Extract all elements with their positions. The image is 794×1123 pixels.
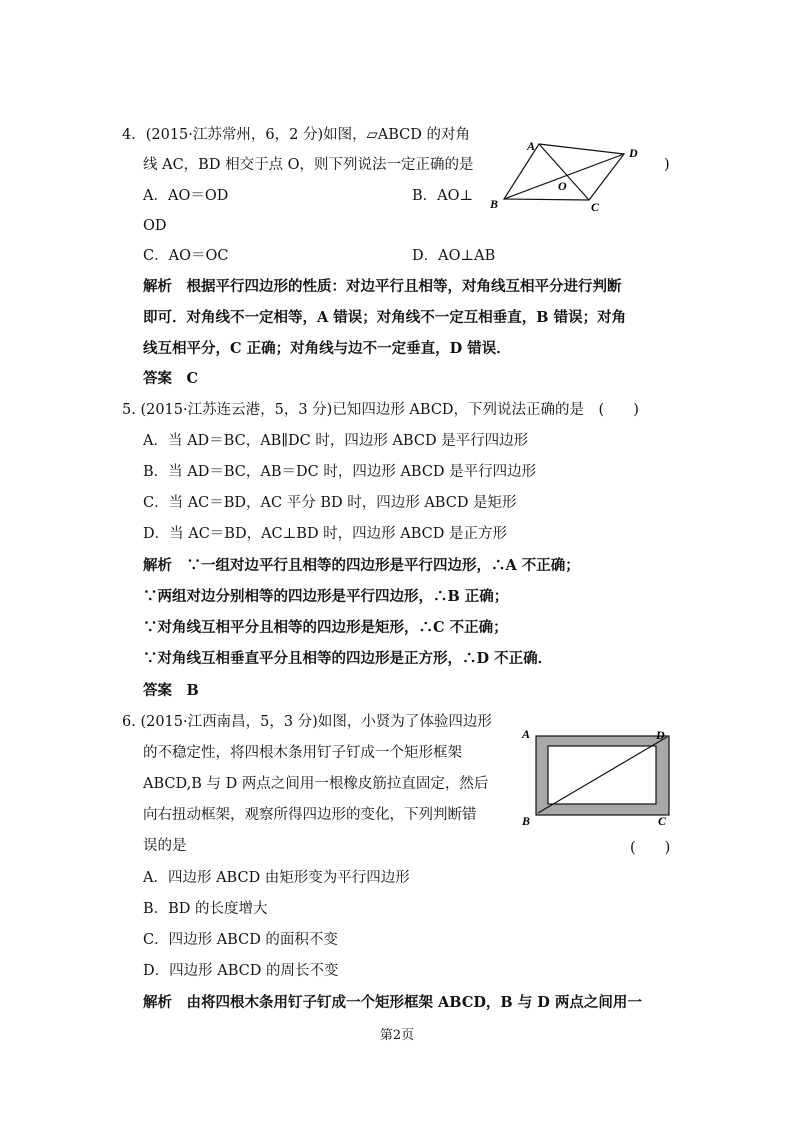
page-number: 第2页 [379, 1028, 415, 1043]
rectangle-frame-figure [518, 724, 670, 832]
q4-option-a: A．AO＝OD [143, 188, 229, 204]
q4-answer: 答案 C [143, 370, 199, 387]
q5-option-d: D．当 AC＝BD，AC⊥BD 时，四边形 ABCD 是正方形 [143, 526, 508, 542]
q6-option-d: D．四边形 ABCD 的周长不变 [143, 963, 339, 979]
q5-analysis-4: ∵对角线互相垂直平分且相等的四边形是正方形，∴D 不正确． [143, 650, 553, 667]
q4-line-2: 线 AC，BD 相交于点 O，则下列说法一定正确的是 [143, 157, 474, 173]
q5-analysis-1: 解析 ∵一组对边平行且相等的四边形是平行四边形，∴A 不正确； [143, 557, 580, 574]
label-o: O [558, 179, 567, 193]
q6-analysis-1: 解析 由将四根木条用钉子钉成一个矩形框架 ABCD，B 与 D 两点之间用一 [143, 994, 642, 1011]
q6-option-a: A．四边形 ABCD 由矩形变为平行四边形 [143, 870, 410, 886]
q5-answer: 答案 B [143, 682, 199, 699]
q4-analysis-1: 解析 根据平行四边形的性质：对边平行且相等，对角线互相平分进行判断 [143, 278, 622, 295]
q6-option-b: B．BD 的长度增大 [143, 901, 268, 917]
q5-option-a: A．当 AD＝BC，AB∥DC 时，四边形 ABCD 是平行四边形 [143, 433, 529, 449]
label-d: D [656, 728, 665, 742]
q6-blank: ( ) [630, 840, 671, 856]
label-d: D [629, 146, 638, 160]
q4-analysis-3: 线互相平分，C 正确；对角线与边不一定垂直，D 错误． [143, 340, 511, 357]
q6-line-4: 向右扭动框架，观察所得四边形的变化，下列判断错 [143, 807, 477, 823]
q6-option-c: C．四边形 ABCD 的面积不变 [143, 932, 338, 948]
q5-line-1: 5. (2015·江苏连云港，5，3 分)已知四边形 ABCD，下列说法正确的是 ( ) [122, 402, 639, 418]
label-b: B [522, 814, 531, 828]
q4-option-b-cont: OD [143, 218, 167, 234]
label-c: C [591, 200, 600, 212]
q5-analysis-2: ∵两组对边分别相等的四边形是平行四边形，∴B 正确； [143, 588, 509, 605]
q5-analysis-3: ∵对角线互相平分且相等的四边形是矩形，∴C 不正确； [143, 619, 508, 636]
label-c: C [658, 814, 667, 828]
q4-blank: ) [664, 157, 670, 173]
q4-option-c: C．AO＝OC [143, 248, 229, 264]
q6-line-5: 误的是 [143, 838, 187, 854]
q5-option-c: C．当 AC＝BD，AC 平分 BD 时，四边形 ABCD 是矩形 [143, 495, 517, 511]
label-b: B [490, 197, 499, 211]
parallelogram-figure [484, 132, 650, 212]
q4-analysis-2: 即可．对角线不一定相等，A 错误；对角线不一定互相垂直，B 错误；对角 [143, 309, 627, 326]
q4-line-1: 4．(2015·江苏常州，6，2 分)如图，▱ABCD 的对角 [122, 127, 470, 143]
q6-line-3: ABCD,B 与 D 两点之间用一根橡皮筋拉直固定，然后 [143, 776, 489, 792]
q5-option-b: B．当 AD＝BC，AB＝DC 时，四边形 ABCD 是平行四边形 [143, 464, 537, 480]
q4-option-b: B．AO⊥ [412, 188, 474, 204]
q6-line-1: 6. (2015·江西南昌，5，3 分)如图，小贤为了体验四边形 [122, 714, 492, 730]
q4-option-d: D．AO⊥AB [412, 248, 496, 264]
q6-line-2: 的不稳定性，将四根木条用钉子钉成一个矩形框架 [143, 745, 462, 761]
label-a: A [522, 727, 531, 741]
label-a: A [527, 139, 536, 153]
